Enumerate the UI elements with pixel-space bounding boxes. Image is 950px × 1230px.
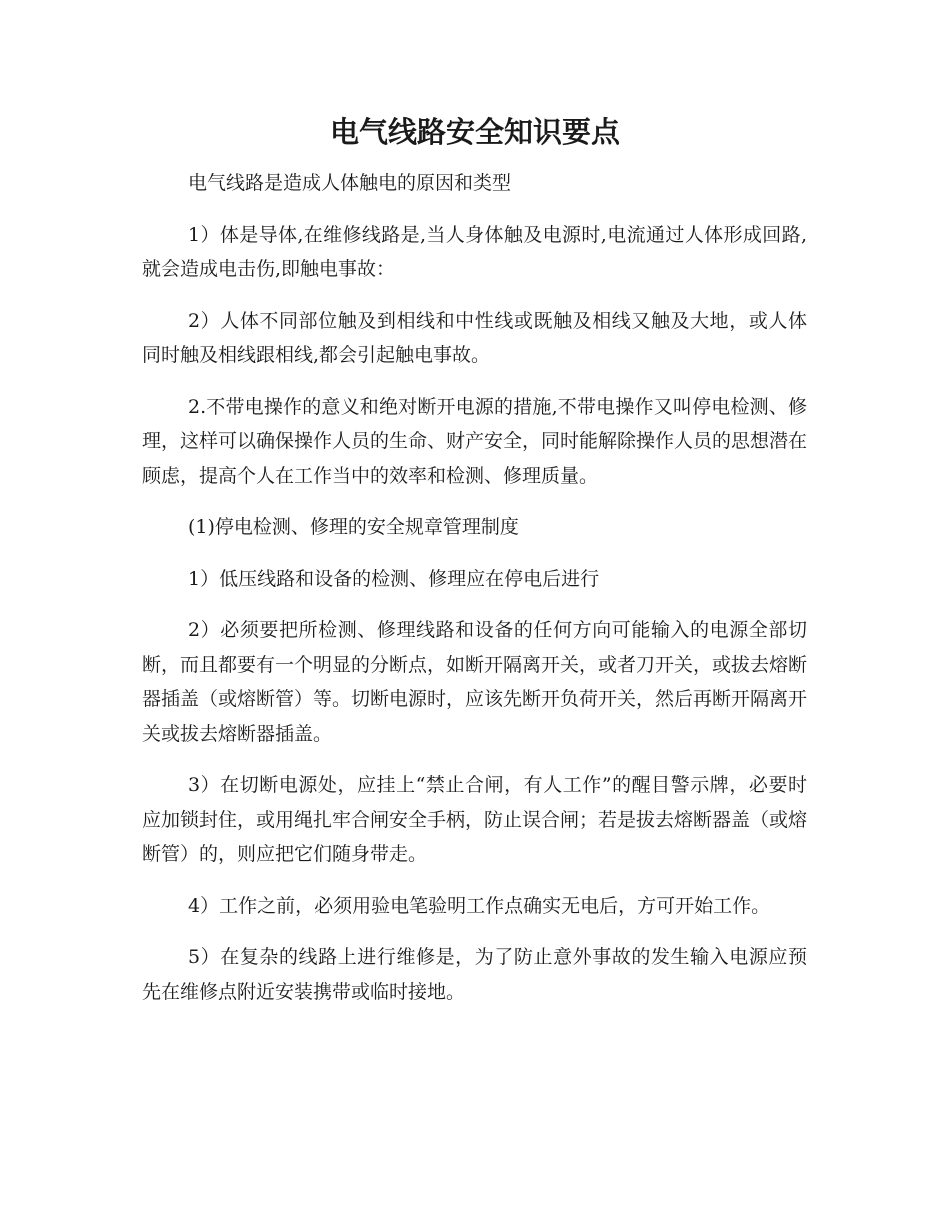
paragraph-rule-2: 2）必须要把所检测、修理线路和设备的任何方向可能输入的电源全部切断，而且都要有一个明显的分断点，如断开隔离开关，或者刀开关，或拔去熔断器插盖（或熔断管）等。切断电源时，应该先断开负荷开关，然后再断开隔离开关或拔去熔断器插盖。 bbox=[142, 619, 808, 745]
document-title: 电气线路安全知识要点 bbox=[329, 115, 620, 149]
document-body bbox=[142, 166, 807, 1026]
paragraph-rule-1: 1）低压线路和设备的检测、修理应在停电后进行 bbox=[188, 567, 600, 590]
paragraph-section-heading: (1)停电检测、修理的安全规章管理制度 bbox=[188, 516, 519, 538]
paragraph-intro: 电气线路是造成人体触电的原因和类型 bbox=[188, 172, 512, 194]
paragraph-contact-lines: 2）人体不同部位触及到相线和中性线或既触及相线又触及大地，或人体同时触及相线跟相线,都会引起触电事故。 bbox=[142, 309, 807, 366]
paragraph-no-live-work: 2.不带电操作的意义和绝对断开电源的措施,不带电操作又叫停电检测、修理，这样可以确保操作人员的生命、财产安全，同时能解除操作人员的思想潜在顾虑，提高个人在工作当中的效率和检测、修理质量。 bbox=[142, 395, 808, 487]
paragraph-rule-5: 5）在复杂的线路上进行维修是，为了防止意外事故的发生输入电源应预先在维修点附近安装携带或临时接地。 bbox=[142, 946, 807, 1003]
paragraph-rule-4: 4）工作之前，必须用验电笔验明工作点确实无电后，方可开始工作。 bbox=[188, 894, 771, 917]
paragraph-rule-3: 3）在切断电源处，应挂上“禁止合闸，有人工作”的醒目警示牌，必要时应加锁封住，或用绳扎牢合闸安全手柄，防止误合闸；若是拔去熔断器盖（或熔断管）的，则应把它们随身带走。 bbox=[142, 774, 808, 865]
paragraph-body-conductor: 1）体是导体,在维修线路是,当人身体触及电源时,电流通过人体形成回路,就会造成电击伤,即触电事故： bbox=[142, 223, 807, 280]
